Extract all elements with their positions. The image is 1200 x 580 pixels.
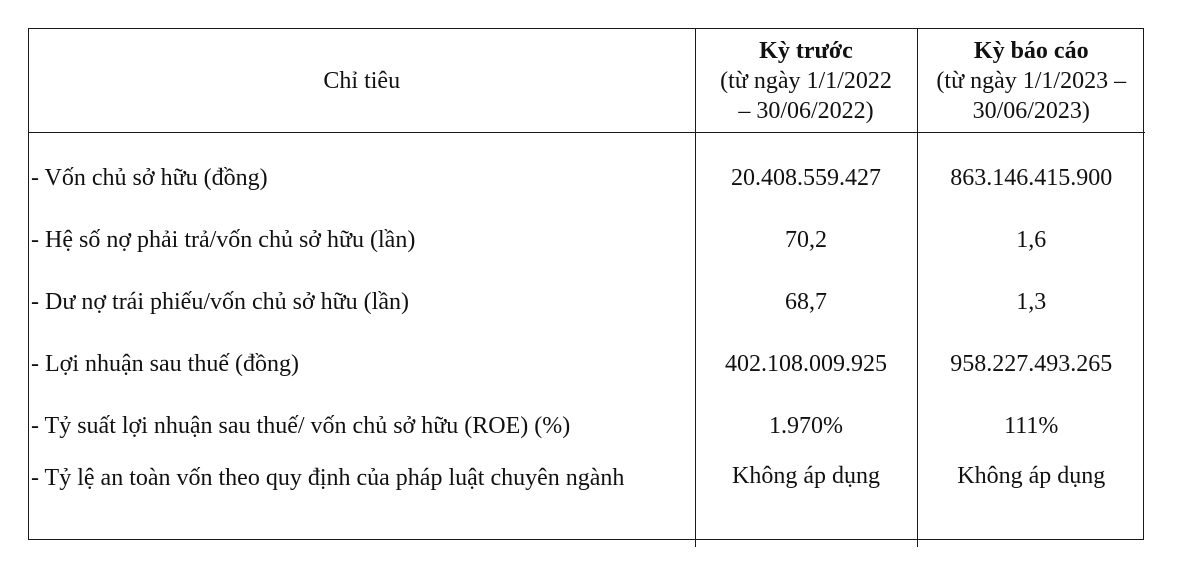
- row-label: - Lợi nhuận sau thuế (đồng): [29, 333, 695, 395]
- header-reporting-period-range-2: 30/06/2023): [972, 97, 1090, 124]
- table-row: [29, 457, 1145, 547]
- spacer-cell: [695, 133, 917, 148]
- row-previous-value: 402.108.009.925: [695, 333, 917, 395]
- row-previous-value: 68,7: [695, 271, 917, 333]
- row-label: - Dư nợ trái phiếu/vốn chủ sở hữu (lần): [29, 271, 695, 333]
- row-current-value: 958.227.493.265: [950, 350, 1113, 377]
- row-previous-value: 1.970%: [695, 395, 917, 457]
- header-previous-period-title: Kỳ trước: [759, 37, 853, 64]
- header-reporting-period-title: Kỳ báo cáo: [973, 37, 1089, 64]
- table-body: [29, 133, 1145, 548]
- header-row: [29, 29, 1145, 133]
- table-row: [29, 333, 1145, 395]
- financial-indicators-table-wrapper: [28, 28, 1144, 540]
- header-indicator: Chỉ tiêu: [29, 29, 695, 133]
- row-previous-value: 70,2: [695, 209, 917, 271]
- table-spacer-row: [29, 133, 1145, 148]
- row-current-value: 1,6: [1016, 226, 1047, 253]
- spacer-cell: [29, 133, 695, 148]
- header-reporting-period-range-1: (từ ngày 1/1/2023 –: [936, 67, 1127, 94]
- row-previous-value: 20.408.559.427: [695, 147, 917, 209]
- header-previous-period: [695, 29, 917, 133]
- spacer-cell: [917, 133, 1145, 148]
- table-row: [29, 209, 1145, 271]
- row-label: - Tỷ lệ an toàn vốn theo quy định của pháp luật chuyên ngành: [29, 457, 695, 547]
- header-reporting-period: [917, 29, 1145, 133]
- header-previous-period-range-2: – 30/06/2022): [738, 97, 874, 124]
- row-label: - Vốn chủ sở hữu (đồng): [29, 147, 695, 209]
- row-current-value: 1,3: [1016, 288, 1047, 315]
- row-label: - Hệ số nợ phải trả/vốn chủ sở hữu (lần): [29, 209, 695, 271]
- row-current-value: 111%: [1004, 412, 1059, 439]
- table-row: [29, 395, 1145, 457]
- row-label: - Tỷ suất lợi nhuận sau thuế/ vốn chủ sở hữu (ROE) (%): [29, 395, 695, 457]
- header-previous-period-range-1: (từ ngày 1/1/2022: [720, 67, 892, 94]
- table-header: [29, 29, 1145, 133]
- row-current-value: 863.146.415.900: [950, 164, 1113, 191]
- table-row: [29, 271, 1145, 333]
- row-previous-value: Không áp dụng: [695, 457, 917, 547]
- row-current-value: Không áp dụng: [957, 463, 1106, 489]
- financial-indicators-table: [29, 29, 1145, 547]
- table-row: [29, 147, 1145, 209]
